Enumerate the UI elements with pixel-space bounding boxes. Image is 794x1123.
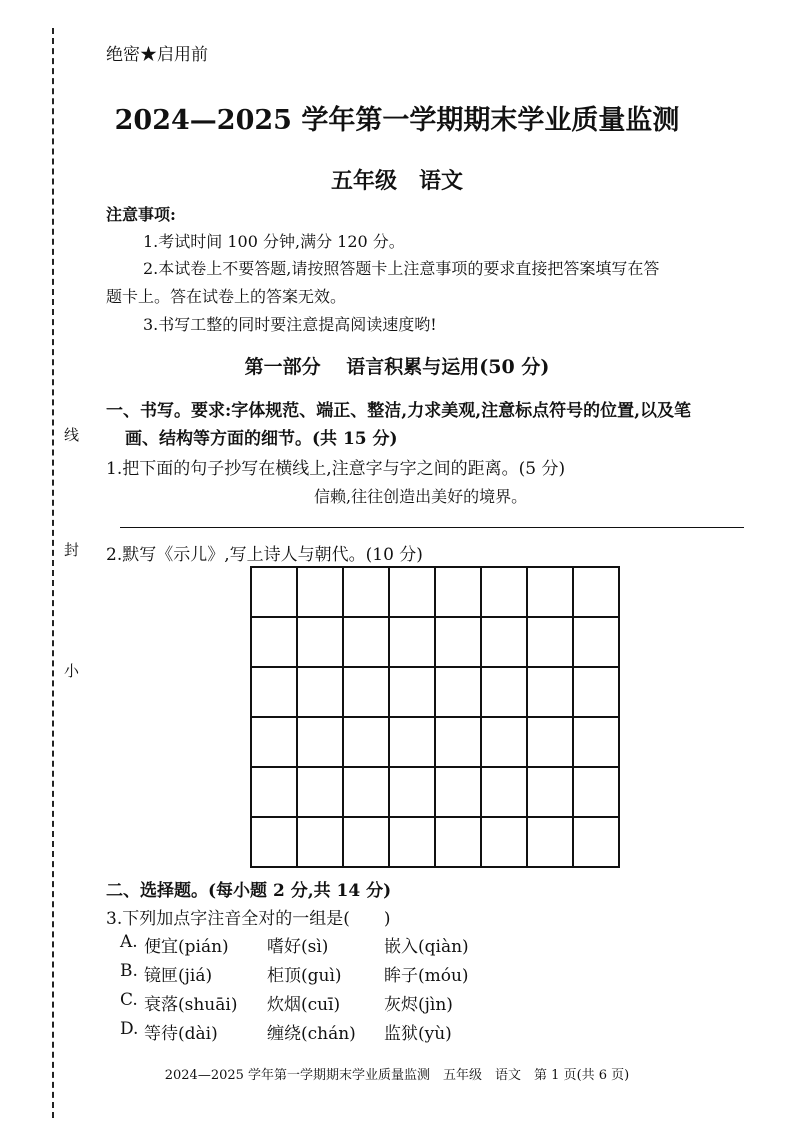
binding-char-feng: 封 <box>64 541 80 559</box>
option-c-item-1: 衰落(shuāi) <box>144 995 238 1015</box>
section-one-line-2: 画、结构等方面的细节。(共 15 分) <box>125 429 398 449</box>
question-3-stem: 3.下列加点字注音全对的一组是( ) <box>106 909 391 929</box>
option-b-item-2: 柜顶(guì) <box>267 966 342 986</box>
grid-row <box>251 767 619 817</box>
copy-answer-line[interactable] <box>120 527 744 528</box>
option-a-item-2: 嗜好(sì) <box>267 937 329 957</box>
option-c-item-3: 灰烬(jìn) <box>384 995 453 1015</box>
exam-subtitle: 五年级 语文 <box>330 168 463 194</box>
option-d-item-2: 缠绕(chán) <box>267 1024 356 1044</box>
binding-char-xiao: 小 <box>64 662 80 680</box>
option-b-item-1: 镜匣(jiá) <box>144 966 213 986</box>
grid-row <box>251 717 619 767</box>
grid-row <box>251 567 619 617</box>
option-c-item-2: 炊烟(cuī) <box>267 995 341 1015</box>
note-item-2-line-1: 2.本试卷上不要答题,请按照答题卡上注意事项的要求直接把答案填写在答 <box>143 259 660 278</box>
option-d-label[interactable]: D. <box>120 1019 139 1039</box>
note-item-2-line-2: 题卡上。答在试卷上的答案无效。 <box>106 287 347 306</box>
secret-label: 绝密★启用前 <box>106 45 208 65</box>
section-one-line-1: 一、书写。要求:字体规范、端正、整洁,力求美观,注意标点符号的位置,以及笔 <box>106 401 692 421</box>
binding-char-xian: 线 <box>64 426 80 444</box>
option-a-item-3: 嵌入(qiàn) <box>384 937 469 957</box>
question-1-sentence: 信赖,往往创造出美好的境界。 <box>314 487 528 506</box>
grid-row <box>251 617 619 667</box>
option-d-item-3: 监狱(yù) <box>384 1024 452 1044</box>
page-footer: 2024—2025 学年第一学期期末学业质量监测 五年级 语文 第 1 页(共 6 页) <box>164 1068 630 1083</box>
part-one-title: 第一部分 语言积累与运用(50 分) <box>244 356 550 378</box>
option-a-item-1: 便宜(pián) <box>144 937 229 957</box>
note-item-1: 1.考试时间 100 分钟,满分 120 分。 <box>143 232 405 251</box>
section-two-title: 二、选择题。(每小题 2 分,共 14 分) <box>106 881 392 901</box>
option-b-label[interactable]: B. <box>120 961 138 981</box>
option-d-item-1: 等待(dài) <box>144 1024 218 1044</box>
option-a-label[interactable]: A. <box>120 932 138 952</box>
writing-grid[interactable] <box>250 566 620 868</box>
exam-title: 2024—2025 学年第一学期期末学业质量监测 <box>114 105 680 136</box>
notes-heading: 注意事项: <box>106 205 176 224</box>
grid-row <box>251 817 619 867</box>
question-1-stem: 1.把下面的句子抄写在横线上,注意字与字之间的距离。(5 分) <box>106 459 566 479</box>
question-2-stem: 2.默写《示儿》,写上诗人与朝代。(10 分) <box>106 545 423 565</box>
note-item-3: 3.书写工整的同时要注意提高阅读速度哟! <box>143 315 437 334</box>
option-c-label[interactable]: C. <box>120 990 138 1010</box>
option-b-item-3: 眸子(móu) <box>384 966 469 986</box>
grid-row <box>251 667 619 717</box>
